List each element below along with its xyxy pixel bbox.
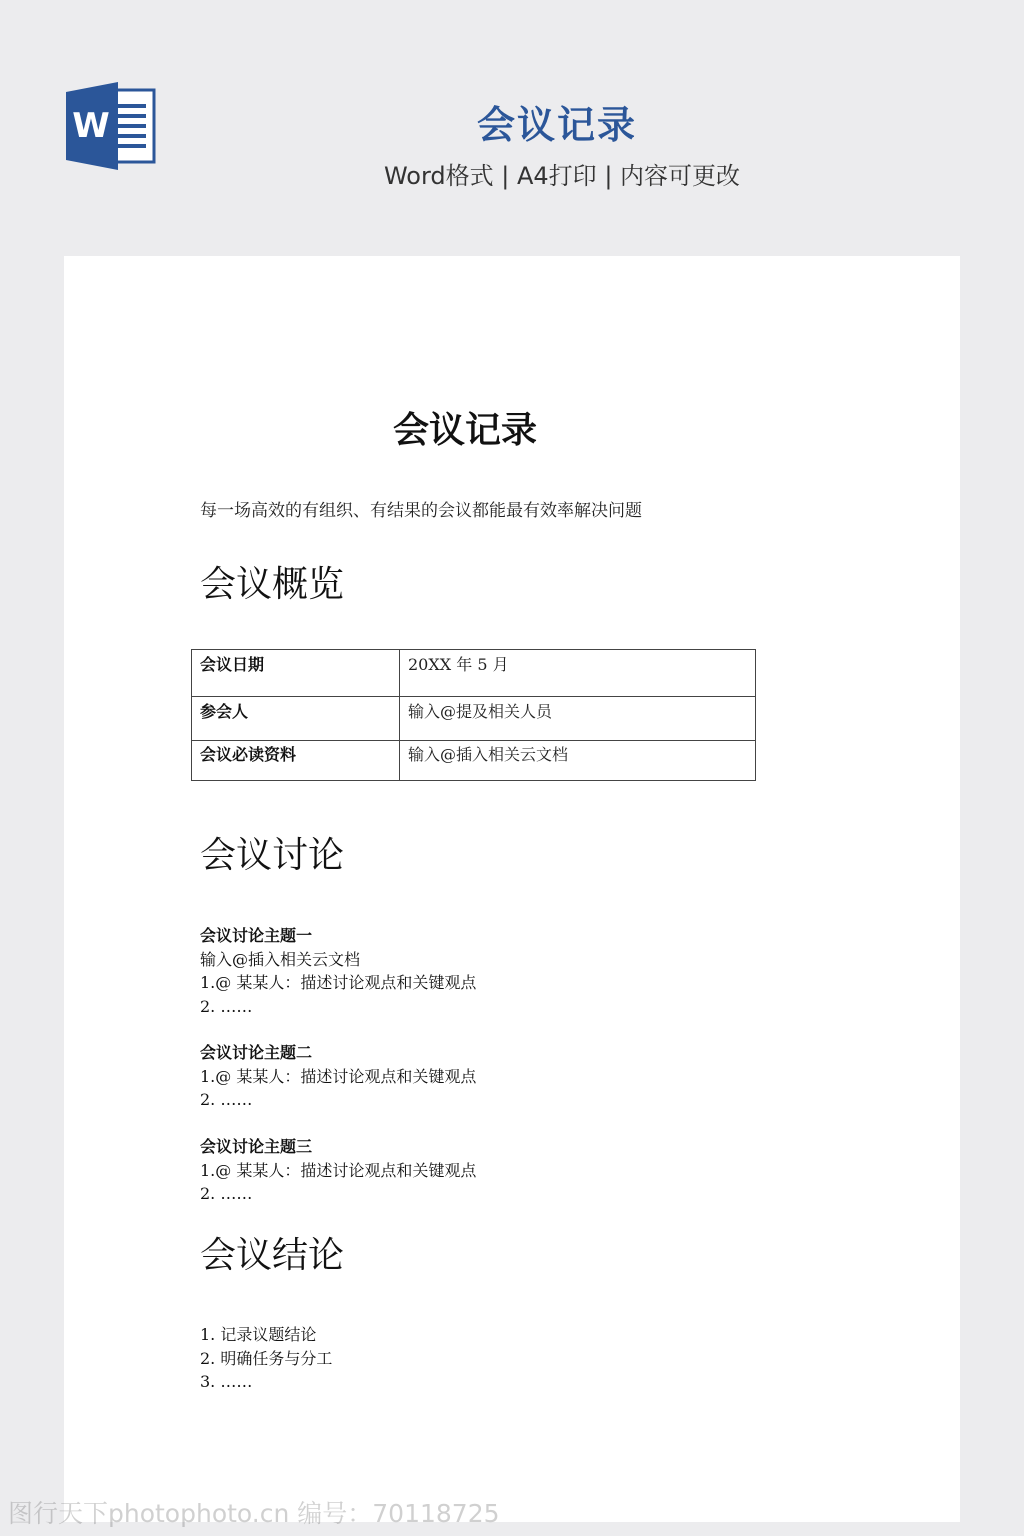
document-title: 会议记录 xyxy=(392,409,537,451)
topic-line: 2. …… xyxy=(200,1184,253,1203)
banner-subtitle: Word格式 | A4打印 | 内容可更改 xyxy=(383,162,741,190)
document-intro: 每一场高效的有组织、有结果的会议都能最有效率解决问题 xyxy=(200,501,642,521)
table-row xyxy=(192,650,756,697)
topic-title: 会议讨论主题三 xyxy=(200,1137,313,1156)
list-item: 2. 明确任务与分工 xyxy=(200,1348,333,1368)
overview-table xyxy=(191,649,756,781)
row-value: 20XX 年 5 月 xyxy=(400,650,756,697)
discussion-heading: 会议讨论 xyxy=(200,835,345,876)
banner-title: 会议记录 xyxy=(476,103,637,147)
topic-line: 1.@ 某某人：描述讨论观点和关键观点 xyxy=(200,1160,477,1180)
row-label: 会议日期 xyxy=(192,650,400,697)
row-label: 参会人 xyxy=(192,697,400,741)
topic-line: 2. …… xyxy=(200,1090,253,1109)
table-row xyxy=(192,741,756,781)
topic-title: 会议讨论主题一 xyxy=(200,926,313,945)
topic-line: 输入@插入相关云文档 xyxy=(200,949,361,969)
overview-heading: 会议概览 xyxy=(200,564,345,605)
conclusion-list xyxy=(200,1323,332,1394)
banner-header xyxy=(0,0,1024,256)
topic-title: 会议讨论主题二 xyxy=(200,1043,313,1062)
topic-line: 2. …… xyxy=(200,996,253,1016)
discussion-topic-1 xyxy=(200,924,476,1018)
discussion-topic-2 xyxy=(200,1041,476,1112)
row-value: 输入@插入相关云文档 xyxy=(400,741,756,781)
topic-line: 1.@ 某某人：描述讨论观点和关键观点 xyxy=(200,973,477,992)
conclusion-heading: 会议结论 xyxy=(200,1235,345,1276)
discussion-topic-3 xyxy=(200,1135,476,1206)
list-item: 3. …… xyxy=(200,1372,253,1391)
table-row xyxy=(192,697,756,741)
word-icon-letter: W xyxy=(72,106,110,146)
row-value: 输入@提及相关人员 xyxy=(400,697,756,741)
row-label: 会议必读资料 xyxy=(192,741,400,781)
topic-line: 1.@ 某某人：描述讨论观点和关键观点 xyxy=(200,1066,477,1086)
list-item: 1. 记录议题结论 xyxy=(200,1325,317,1344)
watermark-text: 图行天下photophoto.cn 编号：70118725 xyxy=(8,1499,500,1528)
